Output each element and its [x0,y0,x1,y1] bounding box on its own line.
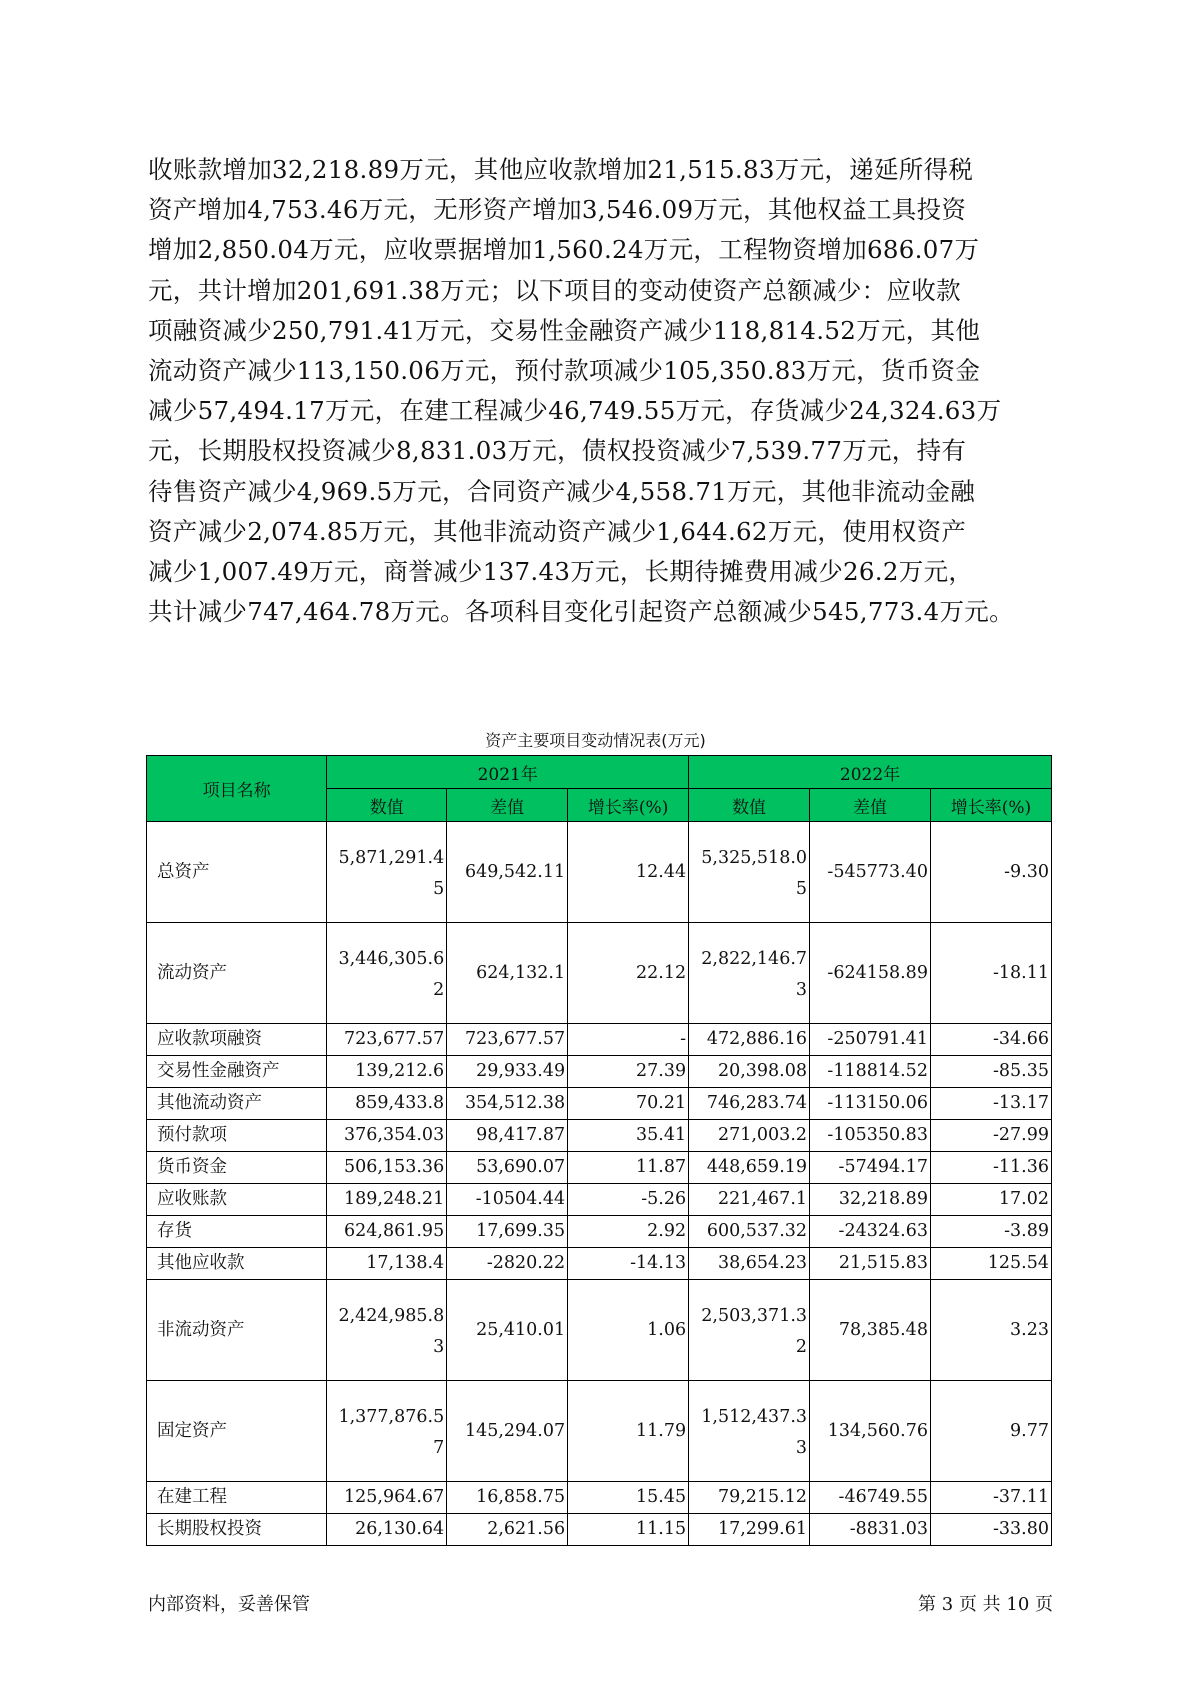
header-year-2022: 2022年 [689,756,1052,789]
cell-rate-2022: -9.30 [930,822,1051,923]
header-value-2021: 数值 [327,789,447,822]
header-year-2021: 2021年 [327,756,689,789]
paragraph-line: 共计减少747,464.78万元。各项科目变化引起资产总额减少545,773.4万元。 [148,597,1014,627]
cell-diff-2022: -250791.41 [810,1024,931,1056]
header-rate-2021: 增长率(%) [568,789,689,822]
cell-rate-2021: 11.15 [568,1514,689,1546]
cell-item-name: 长期股权投资 [147,1514,327,1546]
cell-diff-2022: 21,515.83 [810,1248,931,1280]
cell-value-2021: 125,964.67 [327,1482,447,1514]
table-row [147,1152,1052,1184]
table-row [147,1482,1052,1514]
header-item-name: 项目名称 [147,756,327,822]
cell-diff-2022: -46749.55 [810,1482,931,1514]
cell-value-2021: 3,446,305.62 [327,923,447,1024]
cell-diff-2021: 53,690.07 [447,1152,568,1184]
cell-value-2022: 221,467.1 [689,1184,810,1216]
cell-diff-2022: 134,560.76 [810,1381,931,1482]
cell-value-2021: 26,130.64 [327,1514,447,1546]
cell-rate-2021: 27.39 [568,1056,689,1088]
cell-rate-2022: 125.54 [930,1248,1051,1280]
cell-rate-2021: -5.26 [568,1184,689,1216]
paragraph-line: 收账款增加32,218.89万元，其他应收款增加21,515.83万元，递延所得税 [148,155,974,184]
cell-rate-2022: 17.02 [930,1184,1051,1216]
header-value-2022: 数值 [689,789,810,822]
cell-diff-2021: -10504.44 [447,1184,568,1216]
cell-rate-2021: 1.06 [568,1280,689,1381]
cell-diff-2022: -118814.52 [810,1056,931,1088]
table-row [147,1248,1052,1280]
header-diff-2021: 差值 [447,789,568,822]
cell-item-name: 其他应收款 [147,1248,327,1280]
cell-rate-2022: -85.35 [930,1056,1051,1088]
cell-diff-2021: 29,933.49 [447,1056,568,1088]
cell-item-name: 其他流动资产 [147,1088,327,1120]
cell-item-name: 应收账款 [147,1184,327,1216]
cell-value-2021: 17,138.4 [327,1248,447,1280]
cell-diff-2021: 17,699.35 [447,1216,568,1248]
cell-value-2021: 376,354.03 [327,1120,447,1152]
cell-diff-2021: 16,858.75 [447,1482,568,1514]
cell-rate-2021: 15.45 [568,1482,689,1514]
cell-item-name: 应收款项融资 [147,1024,327,1056]
cell-diff-2021: 98,417.87 [447,1120,568,1152]
cell-value-2021: 2,424,985.83 [327,1280,447,1381]
cell-rate-2021: 11.79 [568,1381,689,1482]
cell-rate-2021: 12.44 [568,822,689,923]
cell-item-name: 流动资产 [147,923,327,1024]
table-row [147,1280,1052,1381]
cell-value-2022: 5,325,518.05 [689,822,810,923]
footer-confidential-note: 内部资料，妥善保管 [148,1594,310,1615]
cell-diff-2021: 649,542.11 [447,822,568,923]
table-row [147,1120,1052,1152]
cell-value-2021: 189,248.21 [327,1184,447,1216]
paragraph-line: 资产减少2,074.85万元，其他非流动资产减少1,644.62万元，使用权资产 [148,516,967,546]
cell-item-name: 货币资金 [147,1152,327,1184]
cell-rate-2021: 2.92 [568,1216,689,1248]
cell-value-2022: 1,512,437.33 [689,1381,810,1482]
cell-value-2022: 17,299.61 [689,1514,810,1546]
cell-value-2022: 38,654.23 [689,1248,810,1280]
table-row [147,1088,1052,1120]
table-row [147,822,1052,923]
cell-rate-2021: 22.12 [568,923,689,1024]
cell-rate-2021: - [568,1024,689,1056]
paragraph-line: 减少1,007.49万元，商誉减少137.43万元，长期待摊费用减少26.2万元， [148,557,974,587]
body-paragraph [148,150,1048,632]
table-row [147,1024,1052,1056]
cell-value-2021: 139,212.6 [327,1056,447,1088]
table-body [147,822,1052,1546]
cell-diff-2022: -113150.06 [810,1088,931,1120]
header-diff-2022: 差值 [810,789,931,822]
cell-value-2022: 448,659.19 [689,1152,810,1184]
cell-item-name: 固定资产 [147,1381,327,1482]
table-row [147,1514,1052,1546]
cell-diff-2022: -545773.40 [810,822,931,923]
cell-rate-2022: -37.11 [930,1482,1051,1514]
cell-diff-2021: 145,294.07 [447,1381,568,1482]
cell-value-2022: 2,822,146.73 [689,923,810,1024]
cell-rate-2022: -13.17 [930,1088,1051,1120]
cell-value-2022: 472,886.16 [689,1024,810,1056]
cell-diff-2022: -57494.17 [810,1152,931,1184]
paragraph-line: 增加2,850.04万元，应收票据增加1,560.24万元，工程物资增加686.07万 [148,235,980,265]
paragraph-line: 流动资产减少113,150.06万元，预付款项减少105,350.83万元，货币资金 [148,356,981,386]
paragraph-line: 元，长期股权投资减少8,831.03万元，债权投资减少7,539.77万元，持有 [148,436,967,466]
cell-rate-2022: 9.77 [930,1381,1051,1482]
cell-item-name: 存货 [147,1216,327,1248]
cell-value-2021: 723,677.57 [327,1024,447,1056]
cell-value-2022: 271,003.2 [689,1120,810,1152]
cell-rate-2022: -27.99 [930,1120,1051,1152]
cell-value-2021: 624,861.95 [327,1216,447,1248]
cell-diff-2022: -24324.63 [810,1216,931,1248]
cell-value-2022: 20,398.08 [689,1056,810,1088]
cell-diff-2021: 25,410.01 [447,1280,568,1381]
cell-diff-2022: -8831.03 [810,1514,931,1546]
cell-rate-2022: 3.23 [930,1280,1051,1381]
cell-diff-2021: 723,677.57 [447,1024,568,1056]
paragraph-line: 资产增加4,753.46万元，无形资产增加3,546.09万元，其他权益工具投资 [148,195,967,225]
cell-value-2022: 600,537.32 [689,1216,810,1248]
cell-diff-2022: -105350.83 [810,1120,931,1152]
header-rate-2022: 增长率(%) [930,789,1051,822]
cell-diff-2021: 2,621.56 [447,1514,568,1546]
cell-value-2022: 2,503,371.32 [689,1280,810,1381]
cell-rate-2022: -3.89 [930,1216,1051,1248]
paragraph-line: 减少57,494.17万元，在建工程减少46,749.55万元，存货减少24,324.63万 [148,396,1002,426]
table-row [147,1381,1052,1482]
cell-rate-2022: -11.36 [930,1152,1051,1184]
cell-item-name: 预付款项 [147,1120,327,1152]
cell-item-name: 非流动资产 [147,1280,327,1381]
cell-rate-2021: -14.13 [568,1248,689,1280]
paragraph-line: 待售资产减少4,969.5万元，合同资产减少4,558.71万元，其他非流动金融 [148,476,976,506]
cell-item-name: 交易性金融资产 [147,1056,327,1088]
cell-item-name: 在建工程 [147,1482,327,1514]
cell-diff-2021: 624,132.1 [447,923,568,1024]
cell-diff-2021: 354,512.38 [447,1088,568,1120]
cell-diff-2021: -2820.22 [447,1248,568,1280]
cell-value-2021: 859,433.8 [327,1088,447,1120]
table-caption: 资产主要项目变动情况表(万元) [485,731,706,750]
cell-diff-2022: -624158.89 [810,923,931,1024]
cell-value-2021: 1,377,876.57 [327,1381,447,1482]
cell-rate-2022: -34.66 [930,1024,1051,1056]
cell-diff-2022: 78,385.48 [810,1280,931,1381]
cell-rate-2021: 11.87 [568,1152,689,1184]
footer-page-number: 第 3 页 共 10 页 [918,1594,1053,1615]
table-row [147,1056,1052,1088]
asset-change-table [146,755,1052,1546]
cell-rate-2022: -18.11 [930,923,1051,1024]
cell-rate-2021: 35.41 [568,1120,689,1152]
cell-value-2022: 79,215.12 [689,1482,810,1514]
cell-item-name: 总资产 [147,822,327,923]
cell-rate-2021: 70.21 [568,1088,689,1120]
paragraph-line: 项融资减少250,791.41万元，交易性金融资产减少118,814.52万元，其他 [148,315,981,345]
paragraph-line: 元，共计增加201,691.38万元；以下项目的变动使资产总额减少：应收款 [148,275,961,305]
table-row [147,923,1052,1024]
cell-value-2021: 506,153.36 [327,1152,447,1184]
table-row [147,1216,1052,1248]
cell-value-2021: 5,871,291.45 [327,822,447,923]
cell-value-2022: 746,283.74 [689,1088,810,1120]
cell-diff-2022: 32,218.89 [810,1184,931,1216]
cell-rate-2022: -33.80 [930,1514,1051,1546]
table-row [147,1184,1052,1216]
table-header-row-1 [147,756,1052,789]
